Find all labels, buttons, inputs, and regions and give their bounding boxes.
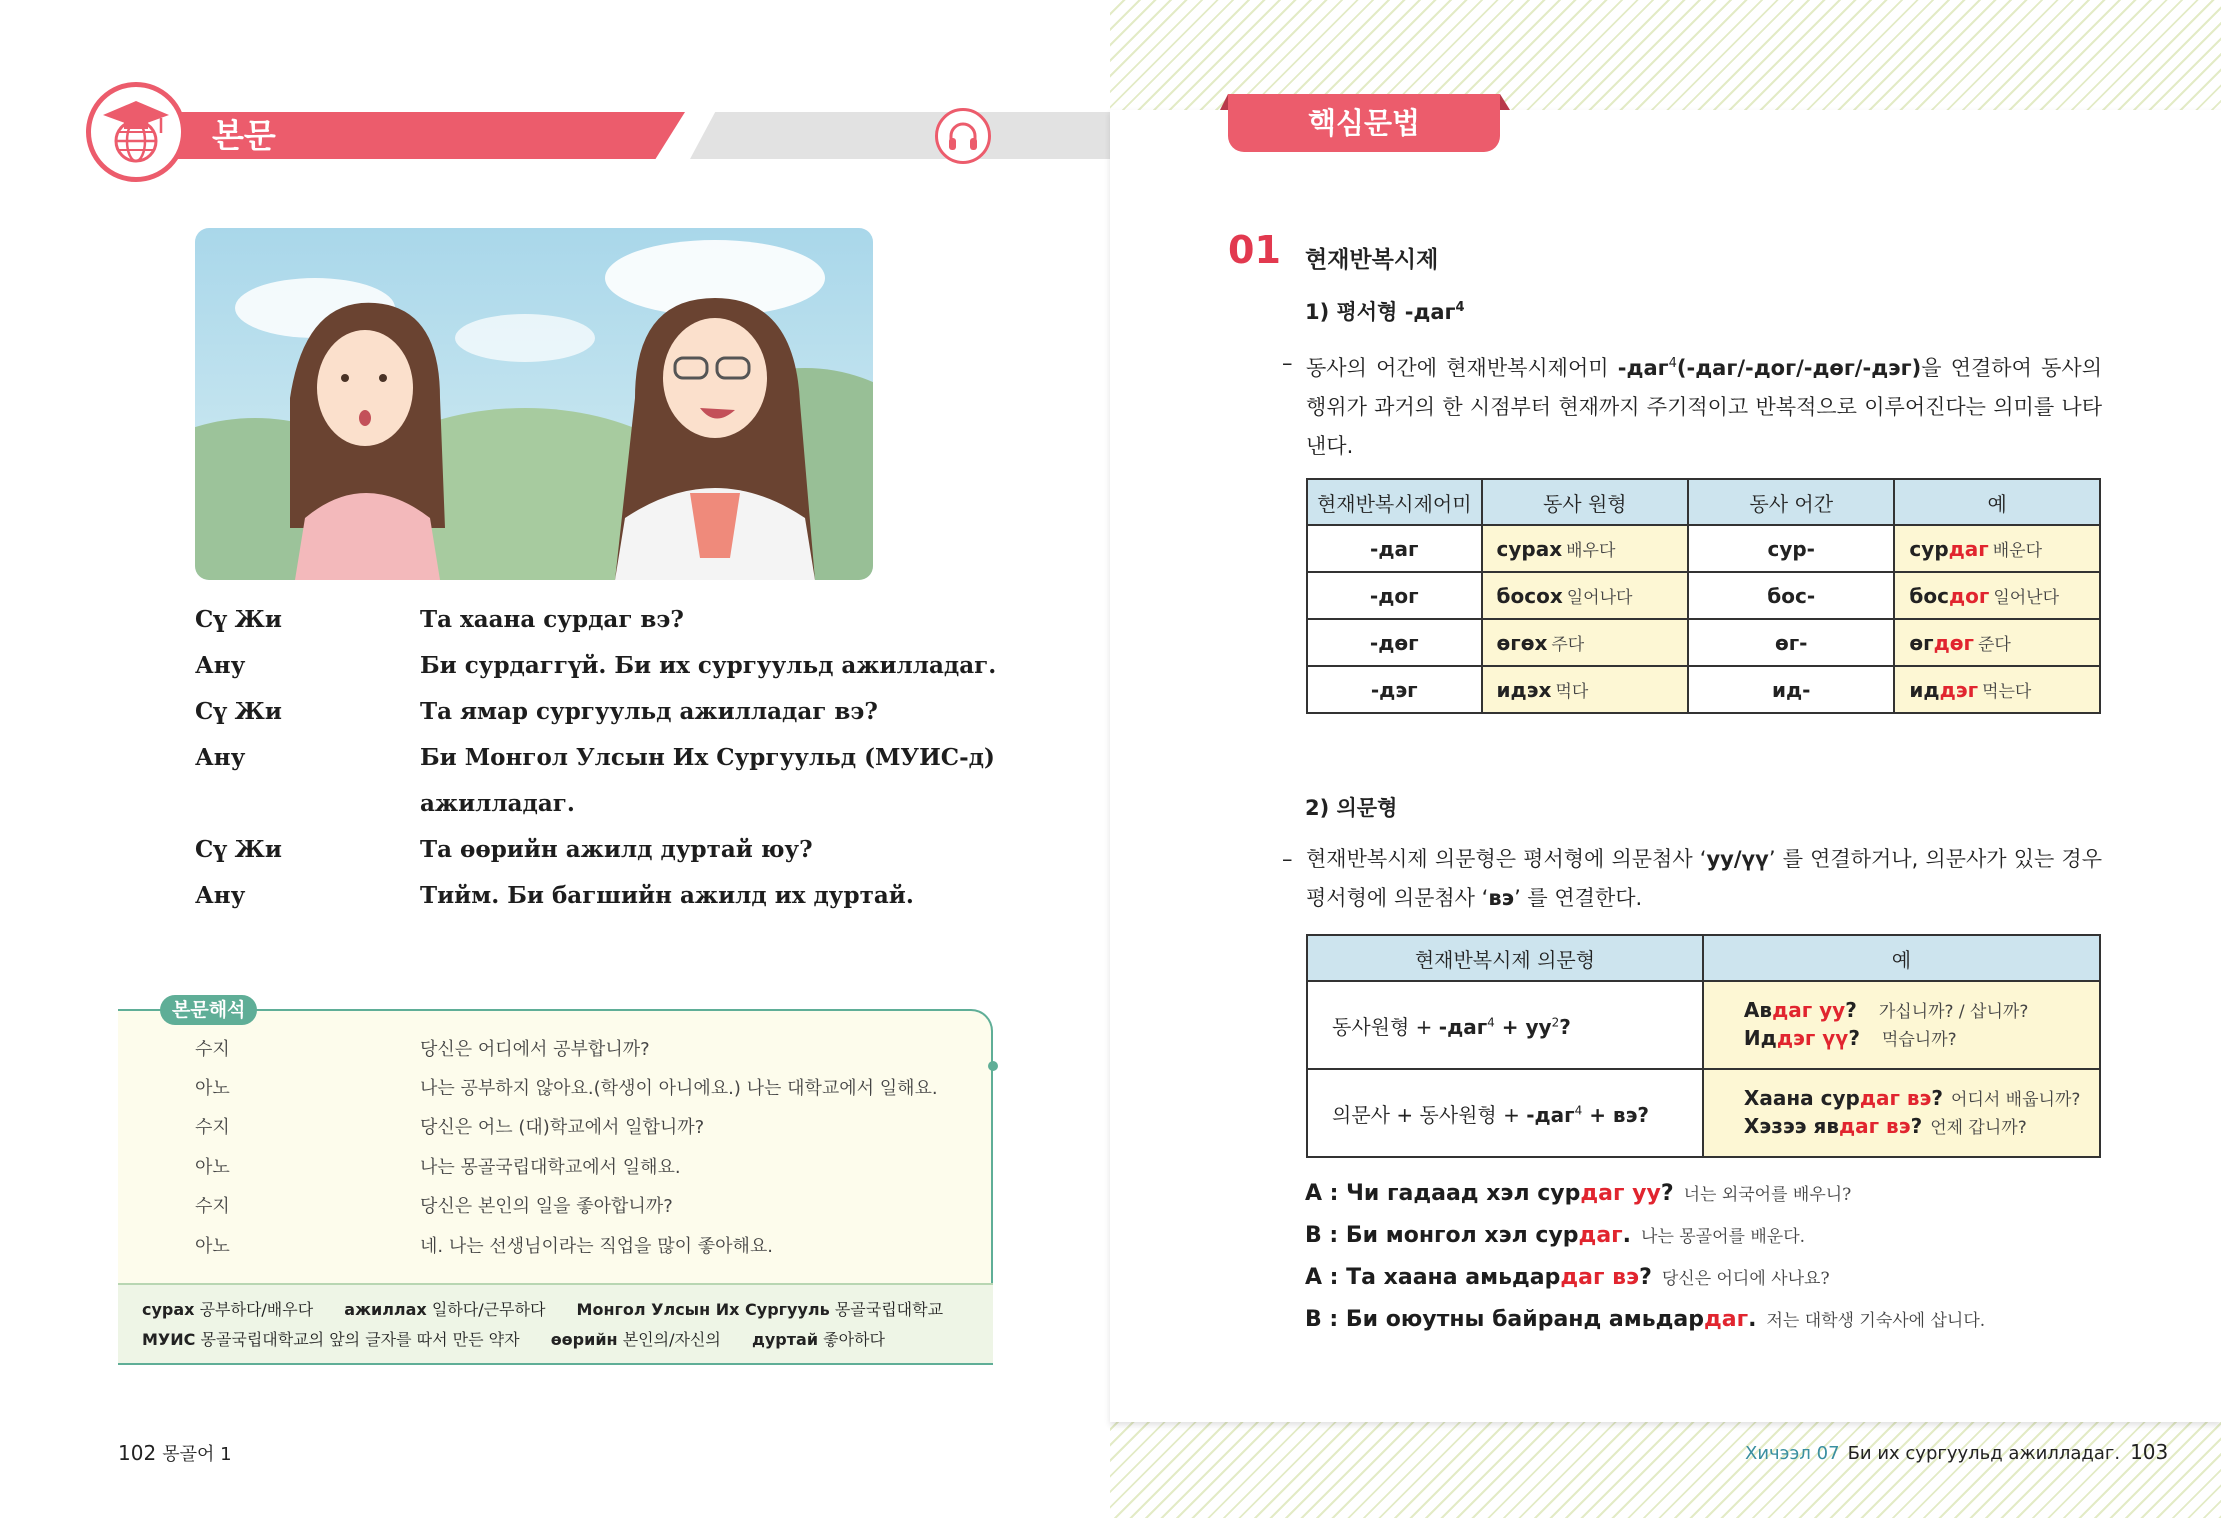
verb: босох: [1496, 584, 1563, 608]
table-row: [1307, 1069, 2100, 1157]
verb: сурах: [1496, 537, 1563, 561]
example-cell: [1894, 619, 2100, 666]
vocab-item: [551, 1330, 721, 1349]
section-title: 현재반복시제: [1305, 247, 1439, 273]
dialogue-speaker: Сү Жи: [195, 698, 282, 725]
example-cell: [1703, 981, 2100, 1069]
translation-line: 네. 나는 선생님이라는 직업을 많이 좋아해요.: [420, 1236, 774, 1257]
superscript: 4: [1574, 1102, 1583, 1117]
table-row: [1307, 981, 2100, 1069]
vocab-row: [142, 1327, 911, 1350]
paragraph-text: [1306, 840, 2102, 918]
example-stem: Ид: [1743, 1026, 1777, 1050]
sentence-text: A : Та хаана амьдар: [1305, 1265, 1561, 1290]
example-line: [1744, 1113, 2099, 1141]
stem-cell: өг-: [1688, 619, 1894, 666]
bold-run: -даг: [1617, 356, 1669, 380]
vocab-meaning: 일하다/근무하다: [431, 1300, 546, 1319]
paragraph: [1282, 840, 2102, 918]
example-cell: [1894, 525, 2100, 572]
translation-speaker: 아노: [195, 1078, 230, 1099]
sentence-text: A : Чи гадаад хэл сур: [1305, 1181, 1581, 1206]
text-run: 현재반복시제 의문형은 평서형에 의문첨사 ‘: [1306, 847, 1707, 871]
dialogue-illustration: [195, 228, 873, 580]
dialogue-speaker: Сү Жи: [195, 836, 282, 863]
subsection-title: [1305, 296, 1465, 326]
table-header: 현재반복시제어미: [1307, 479, 1482, 525]
example-stem: өг: [1909, 631, 1934, 655]
verb: идэх: [1496, 678, 1552, 702]
example-meaning: 준다: [1977, 635, 2011, 655]
translation-speaker: 아노: [195, 1236, 230, 1257]
example-line: [1744, 1025, 2099, 1053]
verb-meaning: 배우다: [1566, 541, 1616, 561]
subsection-title-text: 1) 평서형 -даг: [1305, 300, 1456, 324]
sentence-text: B : Би оюутны байранд амьдар: [1305, 1307, 1705, 1332]
interrogative-table: [1306, 934, 2101, 1158]
example-cell: [1894, 572, 2100, 619]
vocab-word: өөрийн: [550, 1330, 618, 1349]
rule-text: 동사원형 +: [1332, 1014, 1439, 1039]
dialogue-speaker: Ану: [195, 882, 246, 909]
example-cell: [1703, 1069, 2100, 1157]
sentence-ending: даг: [1704, 1307, 1749, 1332]
dialogue-speaker: Сү Жи: [195, 606, 282, 633]
superscript: 2: [1551, 1014, 1560, 1029]
paragraph-text: [1306, 344, 2102, 466]
table-header-row: [1307, 935, 2100, 981]
translation-speaker: 수지: [195, 1039, 230, 1060]
example-ending: даг: [1948, 537, 1989, 561]
translation-speaker: 수지: [195, 1117, 230, 1138]
superscript: 4: [1487, 1014, 1495, 1029]
example-meaning: 배운다: [1992, 541, 2043, 561]
text-run: 동사의 어간에 현재반복시제어미: [1306, 356, 1618, 380]
example-meaning: 먹는다: [1982, 682, 2032, 702]
vocab-word: ажиллах: [344, 1300, 427, 1319]
subsection-title: 2) 의문형: [1305, 796, 1398, 820]
text-run: ’ 를 연결하거나, 의문사가 있는 경우 평서형에 의문첨사 ‘: [1306, 847, 2102, 910]
headphone-icon[interactable]: [935, 108, 991, 164]
sentence-ending: даг: [1578, 1223, 1623, 1248]
book-title: 몽골어 1: [162, 1444, 232, 1465]
vocab-meaning: 공부하다/배우다: [199, 1300, 314, 1319]
example-ending: дэг үү: [1776, 1026, 1849, 1050]
table-row: [1307, 619, 2100, 666]
lesson-title: Би их сургуульд ажилладаг.: [1847, 1443, 2121, 1464]
translation-speaker: 수지: [195, 1196, 230, 1217]
example-line: [1744, 997, 2099, 1025]
example-punct: ?: [1931, 1086, 1944, 1110]
stem-cell: ид-: [1688, 666, 1894, 713]
superscript: 4: [1455, 300, 1465, 315]
page-number: 103: [2130, 1440, 2169, 1464]
rule-ending: -даг: [1438, 1014, 1488, 1039]
rule-particle: + уу: [1494, 1014, 1552, 1039]
example-meaning: 먹습니까?: [1881, 1030, 1957, 1050]
rule-question-mark: ?: [1559, 1014, 1571, 1039]
core-grammar-tab: 핵심문법: [1228, 94, 1500, 152]
translation-line: 나는 몽골국립대학교에서 일해요.: [420, 1157, 681, 1178]
translation-line: 당신은 어디에서 공부합니까?: [420, 1039, 650, 1060]
dialogue-line: Тийм. Би багшийн ажилд их дуртай.: [420, 882, 914, 909]
lesson-number: Хичээл 07: [1745, 1443, 1840, 1464]
example-sentence: [1305, 1264, 1830, 1290]
left-page-footer: [118, 1440, 232, 1466]
sentence-ending: даг уу: [1580, 1181, 1661, 1206]
left-page: [0, 0, 1110, 1518]
example-ending: дөг: [1933, 631, 1974, 655]
vocab-meaning: 좋아하다: [823, 1330, 885, 1349]
verb-meaning: 먹다: [1555, 682, 1589, 702]
translation-line: 나는 공부하지 않아요.(학생이 아니에요.) 나는 대학교에서 일해요.: [420, 1078, 938, 1099]
superscript: 4: [1668, 356, 1677, 371]
example-ending: дог: [1948, 584, 1990, 608]
example-stem: Хаана сур: [1743, 1086, 1860, 1110]
table-row: [1307, 572, 2100, 619]
right-page-footer: [1745, 1440, 2168, 1464]
vocab-word: дуртай: [751, 1330, 819, 1349]
vocab-word: Монгол Улсын Их Сургууль: [576, 1300, 830, 1319]
translation-line: 당신은 본인의 일을 좋아합니까?: [420, 1196, 673, 1217]
stem-cell: бос-: [1688, 572, 1894, 619]
example-meaning: 어디서 배웁니까?: [1951, 1090, 2081, 1110]
vocab-item: [577, 1300, 944, 1319]
rule-cell: [1307, 981, 1703, 1069]
table-header: 동사 어간: [1688, 479, 1894, 525]
dash-bullet: –: [1282, 847, 1293, 871]
example-stem: бос: [1909, 584, 1949, 608]
ending-cell: -дог: [1307, 572, 1482, 619]
bold-run: (-даг/-дог/-дөг/-дэг): [1676, 356, 1922, 380]
verb-cell: [1482, 619, 1689, 666]
verb-cell: [1482, 525, 1689, 572]
sentence-punct: .: [1748, 1307, 1757, 1332]
example-punct: ?: [1848, 1026, 1860, 1050]
table-header: 현재반복시제 의문형: [1307, 935, 1703, 981]
dialogue-line: Та өөрийн ажилд дуртай юу?: [420, 836, 813, 863]
example-stem: ид: [1909, 678, 1940, 702]
dialogue-line: ажилладаг.: [420, 790, 575, 817]
example-ending: дэг: [1939, 678, 1979, 702]
vocab-meaning: 몽골국립대학교: [834, 1300, 944, 1319]
example-stem: Ав: [1743, 998, 1773, 1022]
example-ending: даг уу: [1772, 998, 1846, 1022]
example-meaning: 언제 갑니까?: [1930, 1118, 2027, 1138]
sentence-translation: 너는 외국어를 배우니?: [1683, 1185, 1852, 1205]
vocab-item: [344, 1300, 545, 1319]
example-punct: ?: [1845, 998, 1857, 1022]
translation-line: 당신은 어느 (대)학교에서 일합니까?: [420, 1117, 705, 1138]
verb-meaning: 일어나다: [1566, 588, 1633, 608]
vocab-item: [142, 1300, 313, 1319]
sentence-ending: даг вэ: [1560, 1265, 1640, 1290]
sentence-translation: 나는 몽골어를 배운다.: [1641, 1227, 1806, 1247]
verb-cell: [1482, 666, 1689, 713]
sentence-punct: .: [1622, 1223, 1632, 1248]
rule-cell: [1307, 1069, 1703, 1157]
dialogue-line: Би Монгол Улсын Их Сургуульд (МУИС-д): [420, 744, 995, 771]
vocab-item: [752, 1330, 885, 1349]
stem-cell: сур-: [1688, 525, 1894, 572]
graduation-globe-icon: [86, 82, 186, 182]
sentence-punct: ?: [1639, 1265, 1652, 1290]
dash-bullet: –: [1282, 351, 1293, 375]
dialogue-line: Та ямар сургуульд ажилладаг вэ?: [420, 698, 878, 725]
example-ending: даг вэ: [1859, 1086, 1932, 1110]
example-meaning: 가십니까? / 삽니까?: [1878, 1002, 2029, 1022]
verb: өгөх: [1496, 631, 1548, 655]
example-meaning: 일어난다: [1993, 588, 2060, 608]
rule-ending: -даг: [1526, 1102, 1575, 1127]
vocab-row: [142, 1297, 969, 1320]
bold-run: вэ: [1488, 886, 1515, 910]
example-cell: [1894, 666, 2100, 713]
vocab-item: [142, 1330, 520, 1349]
paragraph: [1282, 344, 2102, 466]
translation-label: 본문해석: [160, 995, 257, 1025]
sentence-translation: 당신은 어디에 사나요?: [1661, 1269, 1830, 1289]
bold-run: уу/үү: [1706, 847, 1769, 871]
vocab-meaning: 본인의/자신의: [622, 1330, 721, 1349]
text-run: ’ 를 연결한다.: [1514, 886, 1643, 910]
example-ending: даг вэ: [1839, 1114, 1911, 1138]
text-run: 을 연결하여 동사의 행위가 과거의 한 시점부터 현재까지 주기적이고 반복적으로 이루어진다는 의미를 나타낸다.: [1306, 356, 2103, 458]
section-number: 01: [1228, 228, 1281, 272]
ending-cell: -дөг: [1307, 619, 1482, 666]
rule-particle: + вэ?: [1582, 1102, 1650, 1127]
example-line: [1744, 1085, 2099, 1113]
vocab-word: сурах: [142, 1300, 195, 1319]
verb-cell: [1482, 572, 1689, 619]
translation-speaker: 아노: [195, 1157, 230, 1178]
vocab-meaning: 몽골국립대학교의 앞의 글자를 따서 만든 약자: [200, 1330, 520, 1349]
dialogue-speaker: Ану: [195, 652, 246, 679]
example-stem: Хэзээ яв: [1743, 1114, 1839, 1138]
table-row: [1307, 666, 2100, 713]
table-header-row: [1307, 479, 2100, 525]
verb-meaning: 주다: [1551, 635, 1585, 655]
sentence-text: B : Би монгол хэл сур: [1305, 1223, 1579, 1248]
section-title: 본문: [212, 116, 276, 155]
example-sentence: [1305, 1180, 1851, 1206]
example-punct: ?: [1910, 1114, 1923, 1138]
rule-text: 의문사 + 동사원형 +: [1332, 1102, 1527, 1127]
vocabulary-box: [118, 1283, 993, 1365]
ending-cell: -даг: [1307, 525, 1482, 572]
sentence-punct: ?: [1660, 1181, 1674, 1206]
present-habitual-table: [1306, 478, 2101, 714]
header-gray-band: [690, 112, 1110, 159]
table-header: 예: [1894, 479, 2100, 525]
ending-cell: -дэг: [1307, 666, 1482, 713]
table-header: 동사 원형: [1482, 479, 1689, 525]
dialogue-speaker: Ану: [195, 744, 246, 771]
example-sentence: [1305, 1222, 1805, 1248]
table-row: [1307, 525, 2100, 572]
page-number: 102: [118, 1441, 157, 1465]
vocab-word: МУИС: [142, 1330, 196, 1349]
example-sentence: [1305, 1306, 1985, 1332]
example-stem: сур: [1909, 537, 1949, 561]
dialogue-line: Би сурдаггүй. Би их сургуульд ажилладаг.: [420, 652, 997, 679]
table-header: 예: [1703, 935, 2100, 981]
sentence-translation: 저는 대학생 기숙사에 삽니다.: [1766, 1311, 1986, 1331]
dialogue-line: Та хаана сурдаг вэ?: [420, 606, 684, 633]
